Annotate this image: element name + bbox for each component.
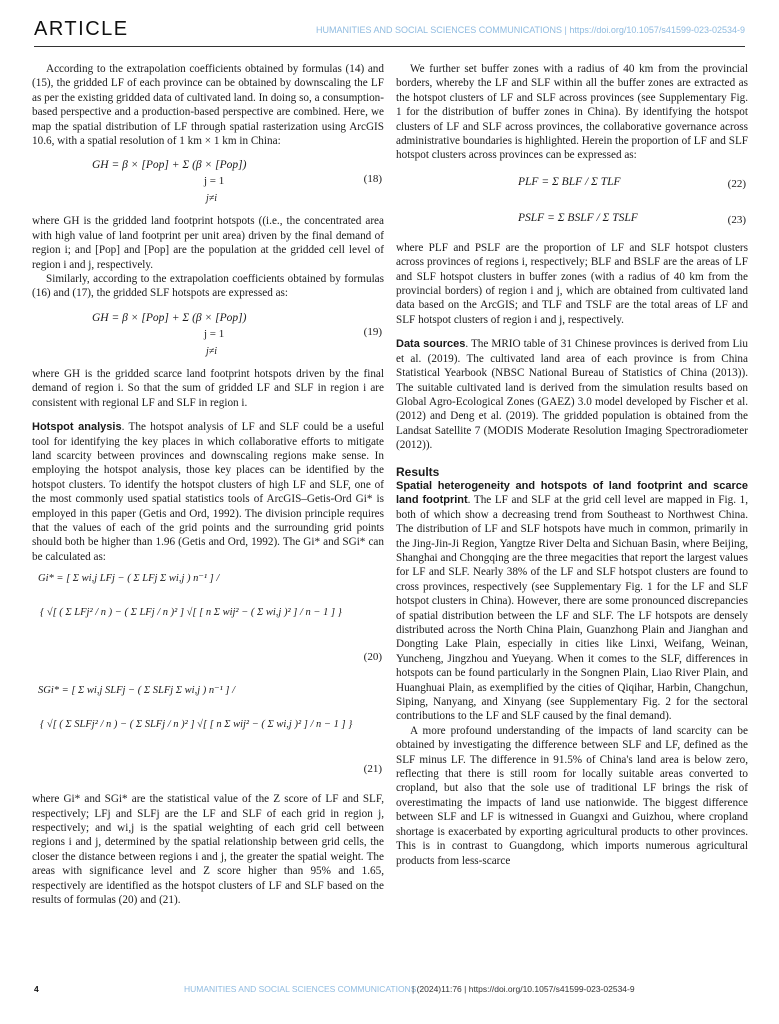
paragraph-hotspot-analysis: Hotspot analysis. The hotspot analysis of LF and SLF could be a useful tool for identifying the key places in which collaborative efforts to mitigate land scarcity between provinces and downscaling regions make sense. In employing the hotspot analysis, those key places can be identified by the hotspot clusters. To identify the hotspot clusters of high LF and SLF, one of the most commonly used spatial statistics tools of ArcGIS–Getis-Ord Gi* is employed in this paper (Getis and Ord, 1992). The division principle requires that the values of each of the grid points and the surrounding grid points should both be higher than 1.96 (Getis and Ord, 1992). The Gi* and SGi* can be calculated as: — [32, 421, 384, 563]
paragraph-slf-hotspots: Similarly, according to the extrapolation coefficients obtained by formulas (16) and (17), the gridded SLF hotspots are expressed as: — [32, 273, 384, 300]
hotspot-analysis-heading: Hotspot analysis — [32, 421, 122, 434]
paragraph-land-scarcity-impacts: A more profound understanding of the impacts of land scarcity can be obtained by investigating the difference between SLF and LF, defined as the SLF minus LF. The difference in 91.5% of China's land area is below zero, reflecting that there is still room for locally suitable areas converted to cropland, but also that the sole use of traditional LF brings the risk of overestimating the impacts of land use nationwide. The biggest difference between SLF and LF is witnessed in Guangxi and Guizhou, where cropland shortage is exacerbated by exporting agricultural products to other provinces. This is in contrast to Guangdong, which imports numerous agricultural products from less-scarce — [396, 724, 748, 867]
equation-19-number: (19) — [363, 325, 382, 338]
equation-23 — [396, 205, 748, 235]
equation-23-number: (23) — [727, 213, 746, 226]
equation-20-line1: Gi* = [ Σ wi,j LFj − ( Σ LFj Σ wi,j ) n⁻¹ ] / — [38, 573, 220, 585]
paragraph-buffer-zones: We further set buffer zones with a radius of 40 km from the provincial borders, whereby the LF and SLF within all the buffer zones are extracted as the hotspot clusters of LF and SLF across provinces (see Supplementary Fig. 1 for the distribution of buffer zones in China). By identifying the hotspot clusters of LF and SLF across provinces, the collaborative governance across administrative boundaries is highlighted. Herein the proportion of LF and SLF hotspot clusters across provinces can be expressed as: — [396, 63, 748, 162]
header-divider — [34, 46, 745, 47]
equation-19 — [32, 305, 384, 363]
footer-journal: HUMANITIES AND SOCIAL SCIENCES COMMUNICATIONS — [184, 984, 417, 994]
article-label: ARTICLE — [34, 18, 129, 40]
right-column — [396, 62, 748, 868]
equation-18-index: j = 1 — [204, 175, 225, 188]
equation-20-line2: { √[ ( Σ LFj² / n ) − ( Σ LFj / n )² ] √[ [ n Σ wij² − ( Σ wi,j )² ] / n − 1 ] } — [40, 607, 342, 619]
equation-18-number: (18) — [363, 173, 382, 186]
equation-22-body: PLF = Σ BLF / Σ TLF — [518, 175, 621, 188]
equation-23-body: PSLF = Σ BSLF / Σ TSLF — [518, 211, 638, 224]
footer-citation-link[interactable]: | (2024)11:76 | https://doi.org/10.1057/s41599-023-02534-9 — [412, 984, 635, 994]
equation-21-number: (21) — [363, 763, 382, 776]
equation-22-number: (22) — [727, 177, 746, 190]
equation-22 — [396, 169, 748, 199]
equation-20-number: (20) — [363, 651, 382, 664]
page-number: 4 — [34, 984, 39, 994]
paragraph-plf-definition: where PLF and PSLF are the proportion of LF and SLF hotspot clusters across provinces of regions i, respectively; BLF and BSLF are the areas of LF and SLF hotspot clusters in buffer zones (with a radius of 40 km from the provincial borders) of region i and j, which are obtained from cultivated land data based on the ArcGIS; and TLF and TSLF are the total areas of LF and SLF hotspot clusters of region i and j, respectively. — [396, 241, 748, 326]
paragraph-gi-definition: where Gi* and SGi* are the statistical value of the Z score of LF and SLF, respectively; LFj and SLFj are the LF and SLF of each grid in region j, respectively; and wi,j is the spatial weighting of each grid cell between regions i and j, determined by the spatial relationship between grid cells, the closer the distance between regions i and j, the greater the spatial weight. The areas with significance level and Z score higher than 95% and 1.65, respectively are identified as the hotspot clusters of LF and SLF based on the results of formulas (20) and (21). — [32, 793, 384, 906]
equation-21 — [32, 680, 384, 788]
paragraph-extrapolation: According to the extrapolation coefficients obtained by formulas (14) and (15), the gridded LF of each province can be obtained by downscaling the LF as per the existing gridded data of cultivated land. In doing so, a consumption-based perspective and a production-based perspective are combined. Here, we map the spatial distribution of LF through spatial rasterization using ArcGIS 10.6, with a spatial resolution of 1 km × 1 km in China: — [32, 63, 384, 148]
equation-19-condition: j≠i — [206, 345, 218, 357]
spatial-heterogeneity-heading: Spatial heterogeneity and hotspots of land footprint and scarce land footprint — [396, 479, 748, 507]
paragraph-gh-definition: where GH is the gridded land footprint hotspots ((i.e., the concentrated area with high value of land footprint per unit area) driven by the final demand of region i; and [Pop] and [Pop] are the population at the gridded cell level of region i and j, respectively. — [32, 215, 384, 271]
page-footer — [34, 984, 745, 998]
equation-21-line1: SGi* = [ Σ wi,j SLFj − ( Σ SLFj Σ wi,j ) n⁻¹ ] / — [38, 685, 236, 697]
equation-19-index: j = 1 — [204, 327, 225, 340]
left-column — [32, 62, 384, 907]
data-sources-heading: Data sources — [396, 338, 466, 351]
equation-19-body: GH = β × [Pop] + Σ (β × [Pop]) — [92, 311, 247, 324]
paragraph-spatial-heterogeneity: Spatial heterogeneity and hotspots of land footprint and scarce land footprint. The LF and SLF at the grid cell level are mapped in Fig. 1, both of which show a decreasing trend from Southeast to Northwest China. The distribution of LF and SLF hotspots have much in common, primarily in the Jing-Jin-Ji Region, Yangtze River Delta and Sichuan Basin, where Beijing, Shanghai and Chongqing are the three megacities that report the largest values for LF and SLF. Nearly 38% of the LF and SLF hotspot clusters are found to cross provinces, respectively (see Supplementary Fig. 1 for the LF and SLF hotspot clusters in China). However, there are some pronounced discrepancies of spatial distribution between the LF and SLF. The LF hotspots are densely distributed across the North China Plain, Guanzhong Plain and Jianghan and Dongting Lake Plain, especially in cities like Linxi, Weifang, Weinan, Yuncheng, Jingzhou and Yueyang. When it comes to the SLF, differences in hotspots can be found particularly in the Songnen Plain, Liao River Plain, and Huanghuai Plain, as exemplified by the cities of Qiqihar, Harbin, Changchun, Siping, Nanyang, and Xinyang (see Supplementary Fig. 2 for the sectoral contributions to the LF and SLF caused by the final demand). — [396, 479, 748, 723]
paragraph-data-sources: Data sources. The MRIO table of 31 Chinese provinces is derived from Liu et al. (2019). The cultivated land area of each province is from China Statistical Yearbook (NBSC National Bureau of Statistics of China (2013)). The suitable cultivated land is derived from the simulation results based on Global Agro-Ecological Zones (GAEZ) 3.0 model developed by Fischer et al. (2012) and Deng et al. (2019). The gridded population is obtained from the Landsat Satellite 7 (MODIS Moderate Resolution Imaging Spectroradiometer (2012)). — [396, 338, 748, 452]
equation-18-condition: j≠i — [206, 193, 218, 205]
results-heading: Results — [396, 464, 440, 479]
equation-21-line2: { √[ ( Σ SLFj² / n ) − ( Σ SLFj / n )² ] √[ [ n Σ wij² − ( Σ wi,j )² ] / n − 1 ] } — [40, 719, 353, 731]
paragraph-gh-slf-definition: where GH is the gridded scarce land footprint hotspots driven by the final demand of region i. So that the sum of gridded LF and SLF in region i are consistent with regional LF and SLF in region i. — [32, 367, 384, 409]
equation-18 — [32, 152, 384, 210]
equation-18-body: GH = β × [Pop] + Σ (β × [Pop]) — [92, 159, 247, 172]
page-header — [34, 20, 745, 44]
equation-20 — [32, 568, 384, 676]
journal-doi-link[interactable]: HUMANITIES AND SOCIAL SCIENCES COMMUNICATIONS | https://doi.org/10.1057/s41599-023-02534-9 — [316, 25, 745, 35]
